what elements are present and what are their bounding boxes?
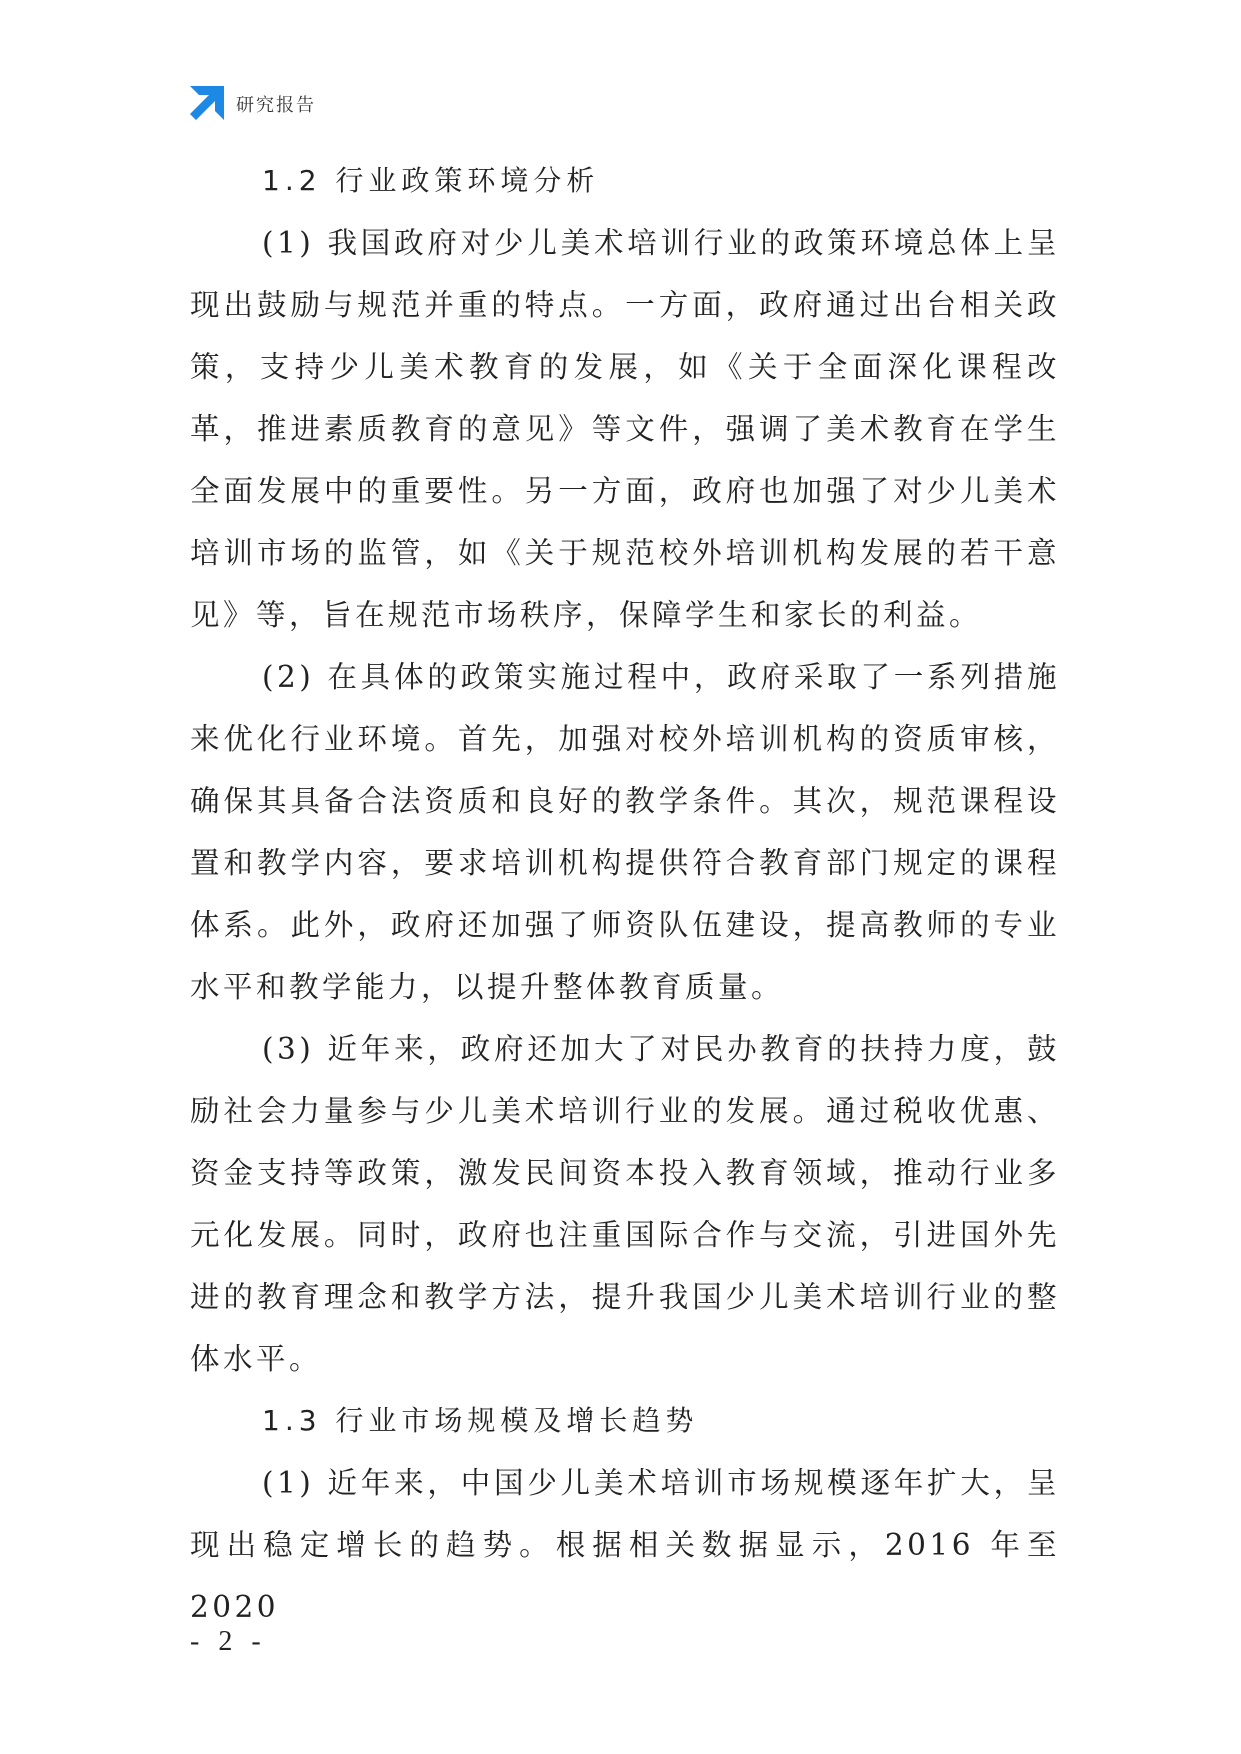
- arrow-up-right-icon: [188, 86, 224, 122]
- report-label: 研究报告: [236, 95, 316, 116]
- section-heading: 1.2 行业政策环境分析: [262, 164, 600, 197]
- paragraph: (3) 近年来，政府还加大了对民办教育的扶持力度，鼓励社会力量参与少儿美术培训行业的发展。通过税收优惠、资金支持等政策，激发民间资本投入教育领域，推动行业多元化发展。同时，政府也注重国际合作与交流，引进国外先进的教育理念和教学方法，提升我国少儿美术培训行业的整体水平。: [190, 1032, 1060, 1376]
- paragraph: (1) 近年来，中国少儿美术培训市场规模逐年扩大，呈现出稳定增长的趋势。根据相关数据显示，2016 年至 2020: [190, 1466, 1060, 1624]
- paragraph: (2) 在具体的政策实施过程中，政府采取了一系列措施来优化行业环境。首先，加强对校外培训机构的资质审核，确保其具备合法资质和良好的教学条件。其次，规范课程设置和教学内容，要求培训机构提供符合教育部门规定的课程体系。此外，政府还加强了师资队伍建设，提高教师的专业水平和教学能力，以提升整体教育质量。: [190, 660, 1060, 1004]
- page-number: - 2 -: [190, 1626, 267, 1657]
- page-header: [188, 86, 316, 122]
- paragraph: (1) 我国政府对少儿美术培训行业的政策环境总体上呈现出鼓励与规范并重的特点。一方面，政府通过出台相关政策，支持少儿美术教育的发展，如《关于全面深化课程改革，推进素质教育的意见》等文件，强调了美术教育在学生全面发展中的重要性。另一方面，政府也加强了对少儿美术培训市场的监管，如《关于规范校外培训机构发展的若干意见》等，旨在规范市场秩序，保障学生和家长的利益。: [190, 226, 1060, 632]
- section-heading: 1.3 行业市场规模及增长趋势: [262, 1404, 699, 1437]
- document-body: [190, 150, 1060, 1638]
